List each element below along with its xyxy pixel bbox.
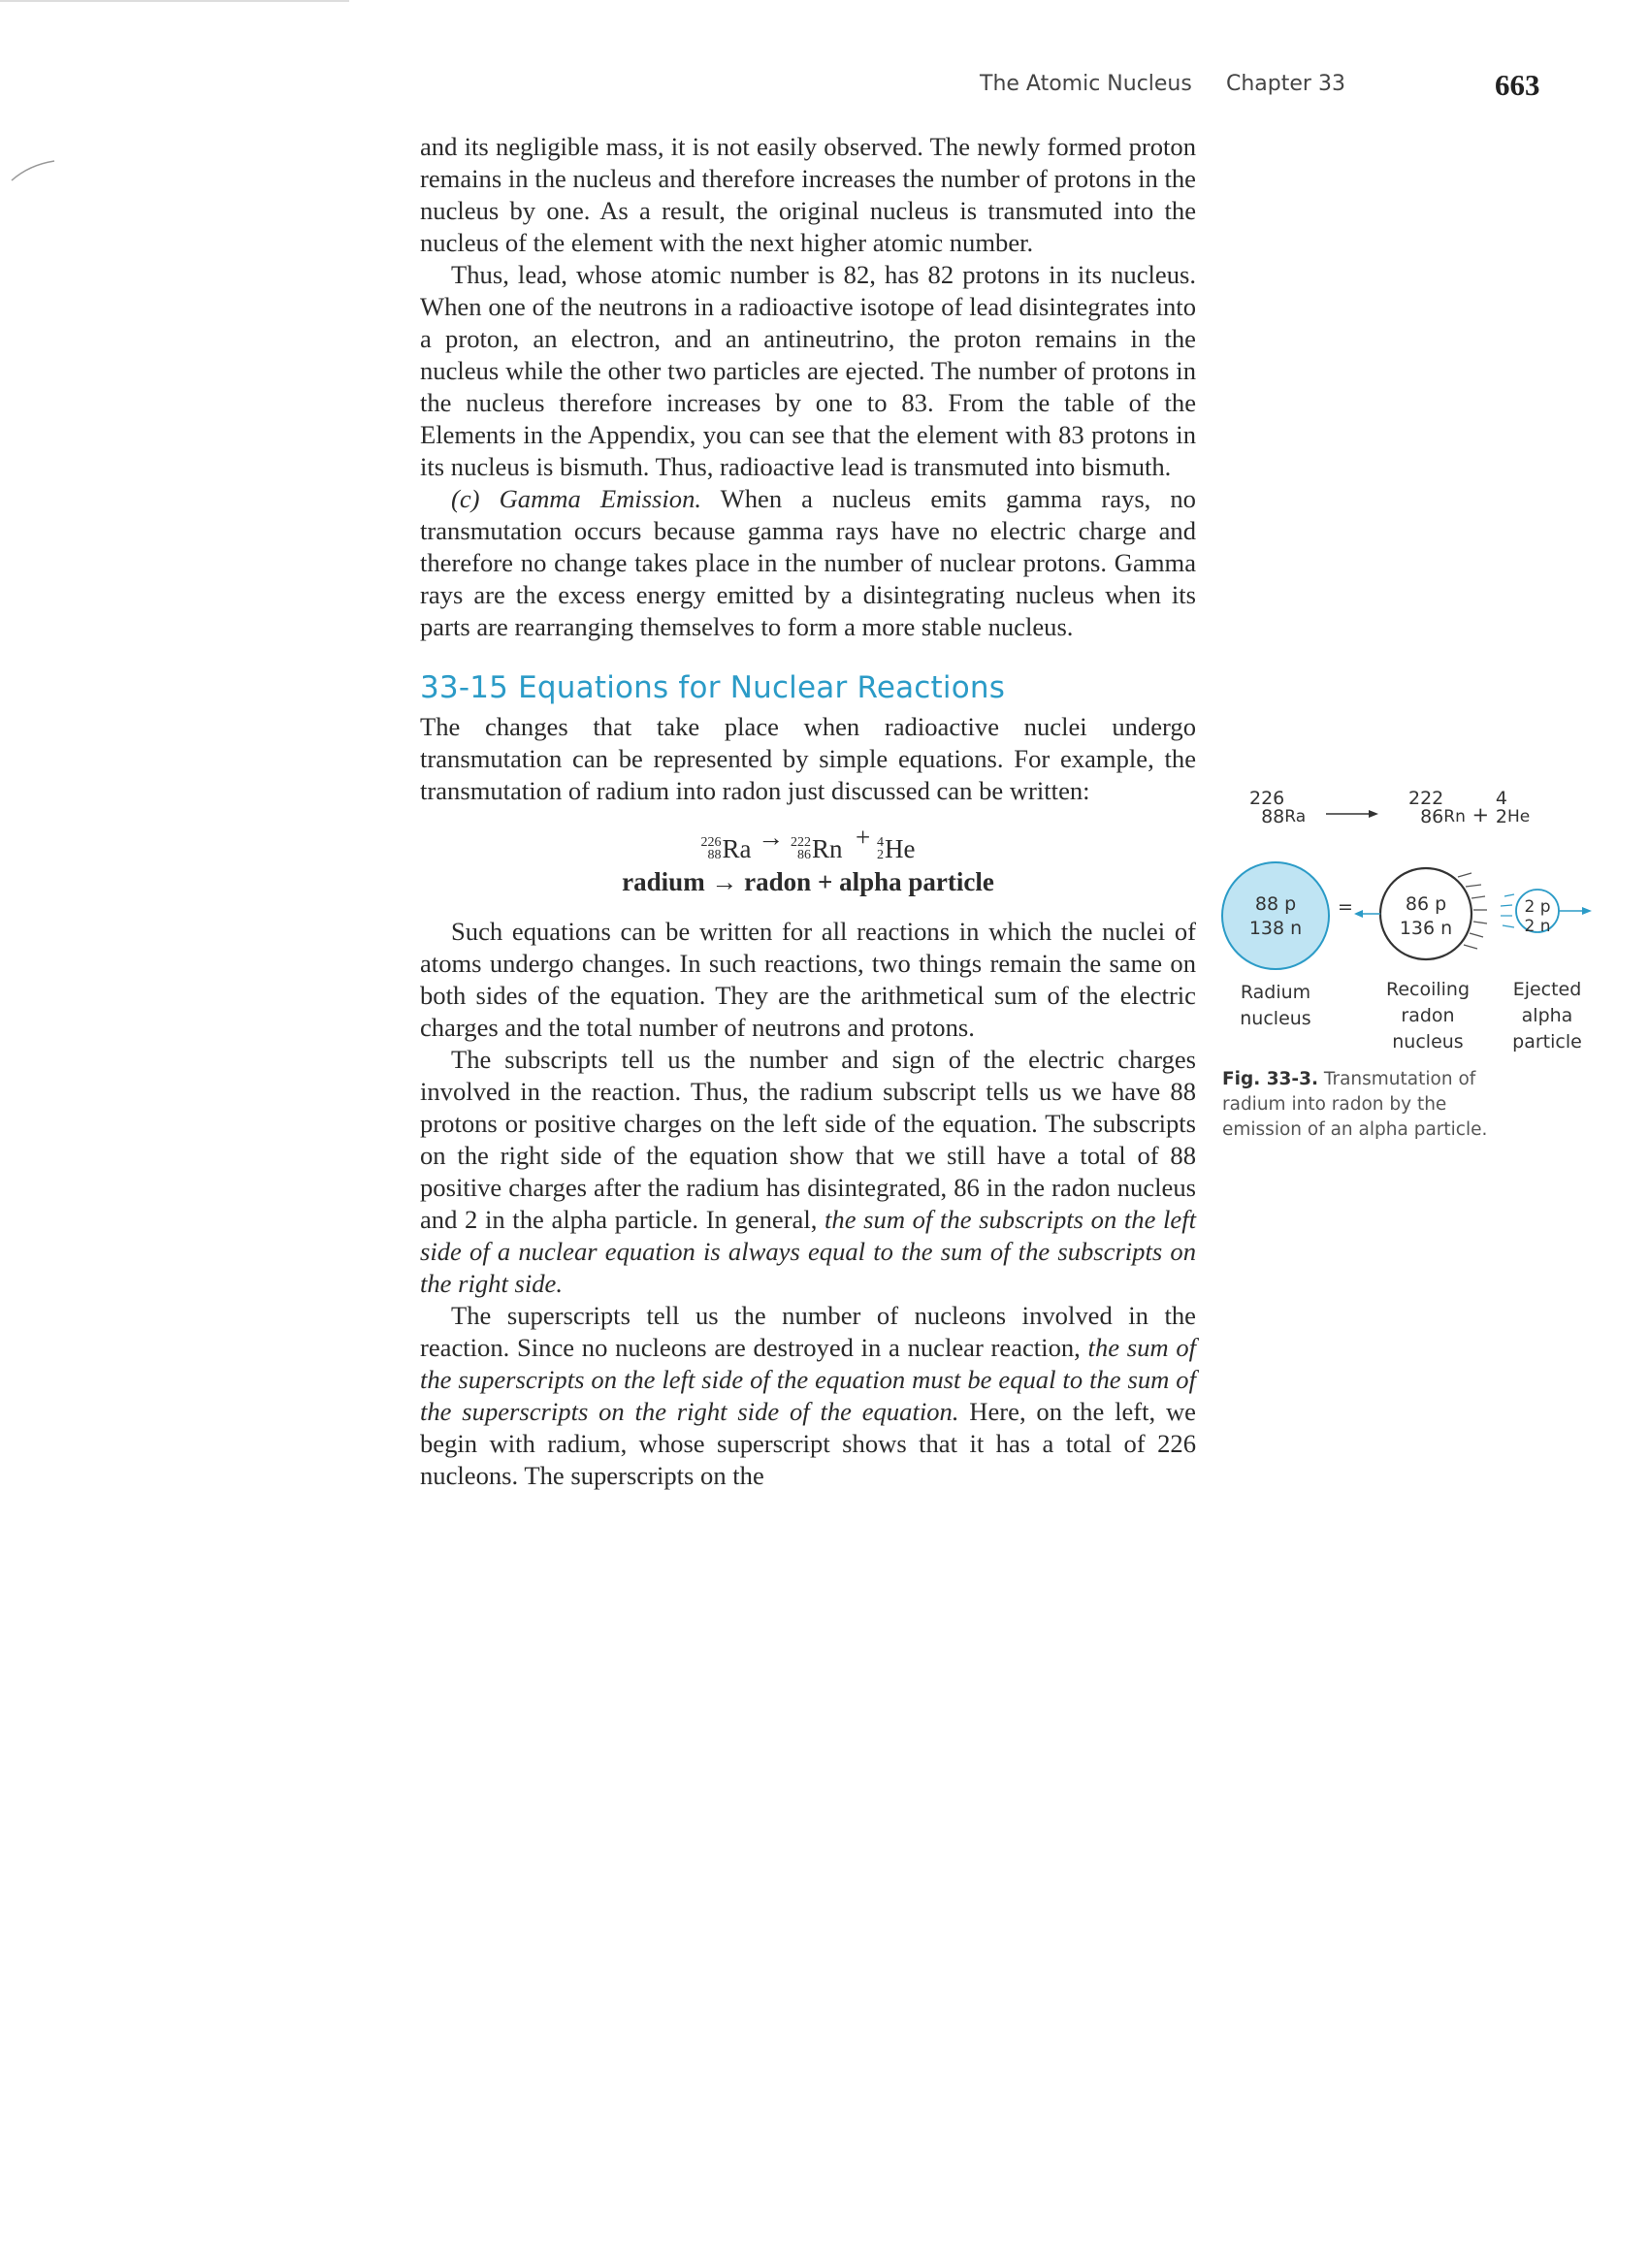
he-mass-number: 4	[877, 835, 884, 850]
margin-pencil-mark	[10, 155, 58, 184]
gamma-emission-text: When a nucleus emits gamma rays, no transmutation occurs because gamma rays have no electric charge and therefore no change takes place in the number of nuclear protons. Gamma rays are the excess energy emitted by a disintegrating nucleus when its parts are rearranging themselves to form a more stable nucleus.	[420, 484, 1196, 641]
paragraph-gamma-emission	[420, 483, 1196, 643]
fig-rn-atomic: 86	[1420, 806, 1444, 827]
fig-plus: +	[1471, 803, 1490, 826]
label-radon-line3: nucleus	[1392, 1031, 1464, 1053]
label-radium-line1: Radium	[1240, 982, 1311, 1003]
alpha-motion-streaks	[1501, 894, 1514, 927]
he-nuclide	[877, 832, 915, 865]
alpha-arrowhead-icon	[1582, 907, 1592, 915]
radium-protons: 88 p	[1254, 893, 1297, 915]
fig-rn-symbol: Rn	[1443, 807, 1466, 826]
alpha-contents	[1518, 897, 1557, 936]
recoil-arrowhead-icon	[1354, 910, 1363, 918]
label-alpha-line1: Ejected	[1512, 979, 1582, 1000]
radon-neutrons: 136 n	[1399, 918, 1453, 939]
paragraph-continuation: and its negligible mass, it is not easily observed. The newly formed proton remains in the nucleus and therefore increases the number of protons in the nucleus by one. As a result, the original nucleus is transmuted into the nucleus of the element with the next higher atomic number.	[420, 132, 1196, 257]
superscripts-rule: the sum of the superscripts on the left side of the equation must be equal to the sum of the superscripts on the right side of the equation.	[420, 1333, 1197, 1426]
rn-symbol: Rn	[812, 834, 843, 863]
radon-protons: 86 p	[1405, 893, 1447, 915]
page-edge-rule	[0, 0, 349, 2]
radon-nucleus-contents	[1392, 892, 1460, 941]
ra-symbol: Ra	[722, 834, 752, 863]
fig-ra-nuclide	[1249, 790, 1306, 826]
alpha-neutrons: 2 n	[1524, 917, 1551, 936]
he-atomic-number: 2	[877, 848, 884, 862]
fig-rn-mass: 222	[1408, 788, 1444, 809]
equation-symbols	[420, 821, 1196, 865]
equation-plus: +	[856, 823, 871, 852]
subscripts-text: The subscripts tell us the number and sign of the electric charges involved in the reaction. Thus, the radium subscript tells us we have 88 protons or positive charges on the left side of the equation. The subscripts on the right side of the equation show that we still have a total of 88 positive charges after the radium has disintegrated, 86 in the radon nucleus and 2 in the alpha particle. In general,	[420, 1045, 1196, 1234]
rn-atomic-number: 86	[797, 848, 811, 862]
ra-nuclide	[701, 832, 752, 865]
figure-caption	[1222, 1067, 1513, 1143]
alpha-protons: 2 p	[1524, 897, 1551, 917]
rn-nuclide	[791, 832, 843, 865]
superscripts-text: The superscripts tell us the number of nucleons involved in the reaction. Since no nucleons are destroyed in a nuclear reaction,	[420, 1301, 1196, 1362]
gamma-emission-label: (c) Gamma Emission.	[451, 484, 702, 513]
caption-text: Transmutation of radium into radon by the emission of an alpha particle.	[1222, 1069, 1488, 1140]
label-radon-line2: radon	[1401, 1005, 1455, 1026]
fig-ra-atomic: 88	[1261, 806, 1285, 827]
fig-he-atomic: 2	[1495, 806, 1507, 827]
label-ejected-alpha	[1499, 977, 1596, 1055]
radium-neutrons: 138 n	[1248, 918, 1303, 939]
label-alpha-line3: particle	[1512, 1031, 1582, 1053]
paragraph-lead-example: Thus, lead, whose atomic number is 82, has 82 protons in its nucleus. When one of the neutrons in a radioactive isotope of lead disintegrates into a proton, an electron, and an antineutrino, the proton remains in the nucleus while the other two particles are ejected. The number of protons in the nucleus therefore increases by one to 83. From the table of the Elements in the Appendix, you can see that the element with 83 protons in its nucleus is bismuth. Thus, radioactive lead is transmuted into bismuth.	[420, 260, 1196, 481]
label-recoiling-radon	[1374, 977, 1481, 1055]
equation-arrow: →	[758, 823, 785, 852]
subscripts-rule: the sum of the subscripts on the left side of a nuclear equation is always equal to the sum of the subscripts on the right side.	[420, 1205, 1196, 1298]
main-text-column	[420, 131, 1196, 1492]
label-alpha-line2: alpha	[1521, 1005, 1573, 1026]
fig-reaction-arrow-icon	[1324, 807, 1382, 821]
header-title: The Atomic Nucleus	[980, 72, 1192, 96]
page-number: 663	[1495, 68, 1540, 102]
superscripts-tail: Here, on the left, we begin with radium, whose superscript shows that it has a total of 226 nucleons. The superscripts on the	[420, 1397, 1196, 1490]
header-chapter: Chapter 33	[1226, 72, 1345, 96]
ra-atomic-number: 88	[707, 848, 722, 862]
radium-nucleus-contents	[1246, 892, 1305, 941]
caption-number: Fig. 33-3.	[1222, 1069, 1319, 1089]
equation-words: radium → radon + alpha particle	[622, 867, 994, 896]
label-radium-nucleus	[1222, 980, 1329, 1032]
fig-equals-sign: =	[1338, 896, 1353, 918]
running-header	[0, 68, 1649, 107]
section-heading: 33-15 Equations for Nuclear Reactions	[420, 670, 1006, 705]
rn-mass-number: 222	[791, 835, 811, 850]
nuclear-equation	[420, 821, 1196, 898]
fig-he-mass: 4	[1495, 788, 1507, 809]
label-radon-line1: Recoiling	[1385, 979, 1471, 1000]
fig-he-symbol: He	[1506, 807, 1531, 826]
label-radium-line2: nucleus	[1240, 1008, 1311, 1029]
paragraph-conservation: Such equations can be written for all reactions in which the nuclei of atoms undergo changes. In such reactions, two things remain the same on both sides of the equation. They are the arithmetical sum of the electric charges and the total number of neutrons and protons.	[420, 917, 1196, 1042]
he-symbol: He	[885, 834, 916, 863]
paragraph-superscripts	[420, 1300, 1196, 1492]
paragraph-subscripts	[420, 1044, 1196, 1300]
fig-ra-mass: 226	[1249, 788, 1285, 809]
section-intro: The changes that take place when radioactive nuclei undergo transmutation can be represented by simple equations. For example, the transmutation of radium into radon just discussed can be written:	[420, 712, 1196, 805]
fig-rn-he-nuclides	[1408, 790, 1530, 826]
ra-mass-number: 226	[700, 835, 722, 850]
fig-ra-symbol: Ra	[1284, 807, 1307, 826]
